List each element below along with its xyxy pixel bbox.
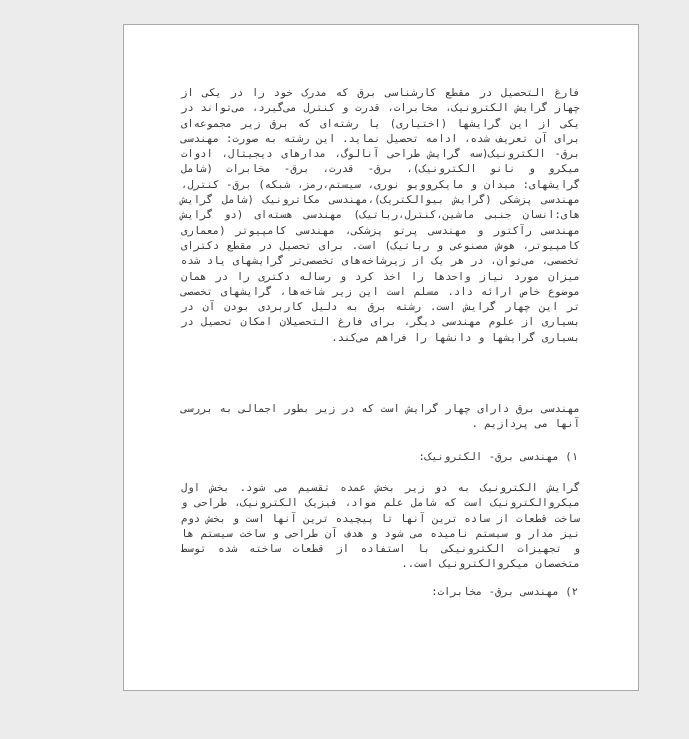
electronics-paragraph: گرایش الکترونیک به دو زیر بخش عمده تقسیم می شود. بخش اول میکروالکترونیک است که شامل علم مواد، فیزیک الکترونیک، طراحی و ساخت قطعات از ساده ترین آنها تا پیچیده ترین آنها است و بخش دوم نیز مدار و سیستم نامیده می شود و هدف آن طراحی و ساخت سیستم ها و تجهیزات الکترونیکی با استفاده از قطعات ساخته شده توسط متخصصان میکروالکترونیک است.. (181, 481, 580, 571)
intro-paragraph: فارغ التحصیل در مقطع کارشناسی برق که مدرک خود را در یکی از چهار گرایش الکترونیک، مخابرات، قدرت و کنترل می‌گیرد، می‌تواند در یکی از این گرایشها (اختیاری) یا رشته‌ای که برق زیر مجموعه‌ای برای آن تعریف شده، ادامه تحصیل نماید. این رشته به صورت: مهندسی برق- الکترونیک(سه گرایش طراحی آنالوگ، مدارهای دیجیتال، ادوات میکرو و نانو الکترونیک)، برق- قدرت، برق- مخابرات (شامل گرایشهای: میدان و مایکروویو نوری، سیستم،رمز، شبکه) برق- کنترل، مهندسی پزشکی (گرایش بیوالکتریک)،مهندسی مکاترونیک (شامل گرایش های:انسان جنبی ماشین،کنترل،رباتیک) مهندسی هسته‌ای (دو گرایش مهندسی رآکتور و مهندسی پرتو پزشکی، مهندسی کامپیوتر (معماری کامپیوتر، هوش مصنوعی و رباتیک) است. برای تحصیل در مقطع دکترای تخصصی، می‌توان، در هر یک از زیرشاخه‌های تخصصی‌تر گرایشهای یاد شده میزان مورد نیاز واحدها را اخذ کرد و رساله دکتری را در همان موضوع خاص ارائه داد. مسلم است این زیر شاخه‌ها، گرایشهای تخصصی تر این چهار گرایش است. رشته برق به دلیل کاربردی بودن آن در بسیاری از علوم مهندسی دیگر، برای فارغ التحصیلان امکان تحصیل در بسیاری گرایشها و دانشها را فراهم می‌کند. (181, 87, 580, 344)
document-page (123, 24, 639, 691)
overview-paragraph: مهندسی برق دارای چهار گرایش است که در زیر بطور اجمالی به بررسی آنها می پردازیم . (181, 403, 580, 431)
electronics-heading: ۱) مهندسی برق- الکترونیک: (418, 450, 578, 463)
document-body (181, 86, 580, 600)
telecommunications-heading: ۲) مهندسی برق- مخابرات: (431, 585, 578, 598)
